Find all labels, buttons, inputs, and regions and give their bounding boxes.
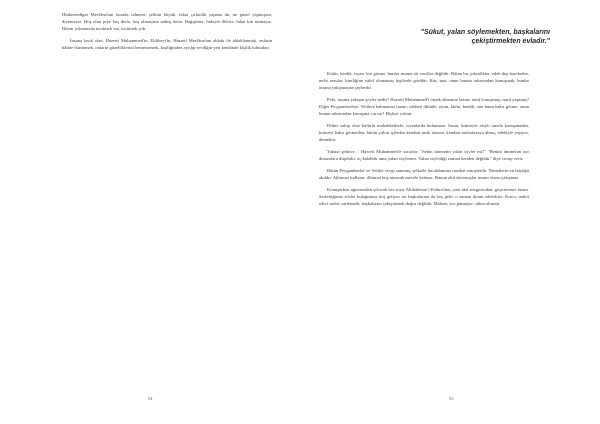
paragraph: Diline sahip olan küfürlü muhabbetlerle, isyanlarda bulunmaz. İnsan, kimseyle alaylı tarzda konuşmadan, kimseyi hakir görmeden, bütün çirkin işlerden kendini uzak tutarsa, kendini muhafazaya almış, edebiyle yaşıyor, demektir. [319,123,529,143]
paragraph: Peki, insana yakışan şeyler nedir? Hazreti Muhammed'i örnek almamız lazım; nasıl konuşmuş, nasıl yaşamış? Diğer Peygamberlere, Velilere bakmamız lazım; sohbeti dilinde, isyan, küfür, benlik, onu bunu hakir görme, onun bunun arkasından konuşma var mı? Hiçbiri yoktur. [319,97,530,117]
paragraph: Küfür, benlik, isyan, hor görme, bunlar insana ait vasıflar değildir. Bütün bu çirkinlikler, edeb dışı hareketler, nefsi arzular, kimliğine vakıf olamamış kişilerde görülür. Kin, inat, onun bunun arkasından konuşmak, bunlar insana yakışmayan şeylerdir. [319,71,529,91]
paragraph: Konuşurken ağzımızdan çıkacak her sözü, Muhakeme-i Kübra'dan, yani akıl süzgecinden, geçirmemiz lazım. Sarfettiğimiz sözler kulağımıza hoş geliyor ise başkalarına da hoş gelir, o zaman ikram edebiliriz. Kırıcı, tenkit edici sözler sarfetmek, başkalarını çekiştirmek doğru değildir. Malum; söz gümüşse, sükut altındır. [319,186,529,206]
right-page-body [319,70,529,212]
pull-quote: "Sükut, yalan söylemekten, başkalarını çekiştirmekten evladır." [420,29,550,45]
right-page [300,0,600,424]
left-page-body [62,11,272,56]
paragraph: Yalana gelince… Hazreti Muhammed'e sorarlar; "Senin ümmetin yalan söyler mi?" "Benim ümmetim zor durumlara düşebilir, aç kalabilir ama yalan söylemez. Yalan söylediği zaman benden değildir" diye cevap verir. [319,149,529,162]
page-number: 55 [449,396,454,401]
paragraph: İnsana layık olan, Hazreti Muhammed'in, Ehlibeyt'in, Hazreti Mevlâna'nın ahlakı ile ahlaklanmak, onların hâline bürünmek, onların güzelliklerini benimsemek, kişiliğinden ayrılıp sevdiğin yeri kendinde kişilik kılmaktır. [62,38,272,51]
paragraph: Bütün Peygamberler ve Veliler sevgi sunmuş, şefkatle kucaklamayı nasihat etmişlerdir. Nimetlerin en büyüğü akıldır. Aklımızı kullanır, dilimizi boş tutarsak mesele kalmaz. Bunun akıl davranışlar insanı olana yakışmaz. [319,167,529,180]
page-number: 54 [148,396,153,401]
paragraph: Hüdavendigar Mevlâna'nın burada rahmeti, şefkati büyük, fakat çirkinlik yapana da, ne güzel yapmışsın, diyemeyiz. Hoş olan şeye hoş deriz, hoş olmayana nahoş deriz. Bağışlarız, hidayet dileriz, fakat kin tutmayız. Bizim yolumuzda incitmek var, incitmek yok. [62,12,272,32]
